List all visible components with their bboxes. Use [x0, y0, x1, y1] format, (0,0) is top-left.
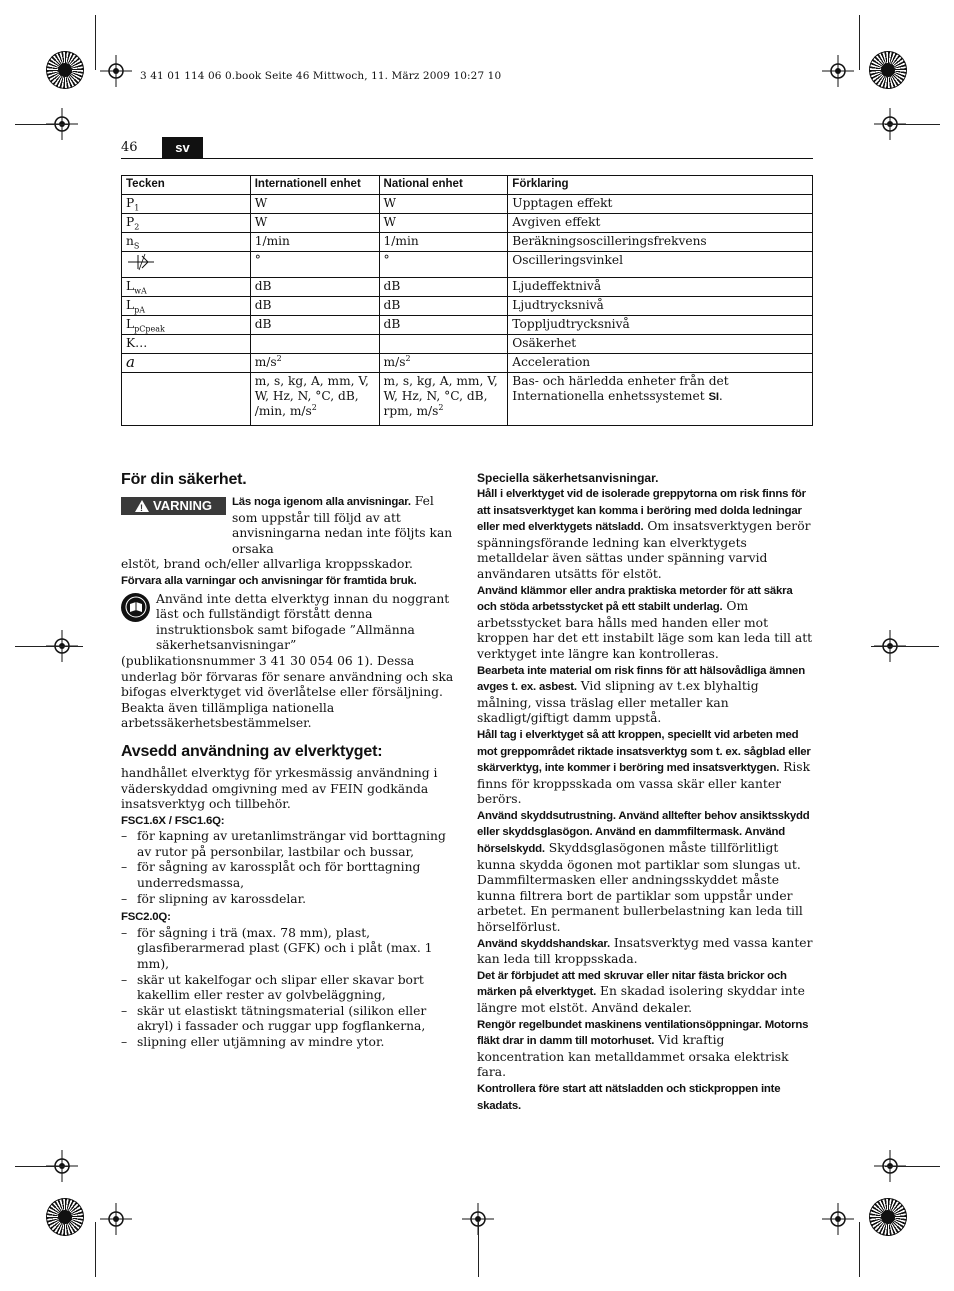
safety-instruction: Håll i elverktyget vid de isolerade greppytorna om risk finns för att insatsverktyget kan komma i beröring med dolda ledningar eller med elverktygets nätsladd. Om insatsverktygen berör spänningsförande ledning kan elverktygets metalldelar även sättas under spänning varvid användaren utsätts för elstöt. [477, 488, 811, 581]
intl-unit-cell: dB [250, 316, 379, 335]
national-regulations-text: Beakta även tillämpliga nationella arbetssäkerhetsbestämmelser. [121, 700, 335, 731]
crosshair-icon [822, 55, 854, 87]
right-column [477, 470, 813, 1114]
symbol-cell: $L_{pA}$ [122, 297, 251, 316]
symbol-cell: K… [122, 335, 251, 354]
safety-instruction: Rengör regelbundet maskinens ventilationsöppningar. Motorns fläkt drar in damm till motorhuset. Vid kraftig koncentration kan metalldammet orsaka elektrisk fara. [477, 1018, 809, 1080]
table-row [122, 316, 813, 335]
national-unit-cell: dB [379, 297, 508, 316]
usage-list-2 [121, 926, 456, 1051]
national-unit-cell: W [379, 214, 508, 233]
intl-unit-cell: ° [250, 252, 379, 278]
header-rule [121, 158, 813, 159]
usage-list-1 [121, 829, 456, 907]
keep-instructions: Förvara alla varningar och anvisningar för framtida bruk. [121, 574, 417, 587]
list-item: – slipning eller utjämning av mindre ytor. [121, 1035, 385, 1049]
explanation-cell: Ljudtrycksnivå [508, 297, 813, 316]
crosshair-icon [100, 1203, 132, 1235]
list-item: – skär ut elastiskt tätningsmaterial (silikon eller akryl) i fassader och ruggar upp fogflankerna, [121, 1003, 427, 1034]
crosshair-icon [822, 1203, 854, 1235]
safety-instruction: Använd skyddshandskar. Insatsverktyg med vassa kanter kan leda till kroppsskada. [477, 935, 813, 967]
symbol-cell: $L_{wA}$ [122, 278, 251, 297]
column-header: Internationell enhet [250, 176, 379, 195]
safety-heading: För din säkerhet. [121, 471, 247, 488]
national-unit-cell: 1/min [379, 233, 508, 252]
national-unit-cell [379, 335, 508, 354]
table-row [122, 195, 813, 214]
national-unit-cell: dB [379, 316, 508, 335]
intl-unit-cell [250, 335, 379, 354]
safety-instruction: Bearbeta inte material om risk finns för att hälsovådliga ämnen avges t. ex. asbest. Vid slipning av t.ex blyhaltig målning, vissa träslag eller metaller kan skadligt/giftigt damm uppstå. [477, 664, 805, 726]
model-label: FSC2.0Q: [121, 911, 171, 924]
explanation-cell: Osäkerhet [508, 335, 813, 354]
intl-unit-cell: dB [250, 297, 379, 316]
explanation-cell: Beräkningsoscilleringsfrekvens [508, 233, 813, 252]
explanation-cell: Oscilleringsvinkel [508, 252, 813, 278]
table-row [122, 297, 813, 316]
warning-text-continued: elstöt, brand och/eller allvarliga kroppsskador. [121, 557, 413, 572]
intended-use-intro: handhållet elverktyg för yrkesmässig användning i väderskyddad omgivning med av FEIN godkända insatsverktyg och tillbehör. [121, 765, 438, 812]
special-safety-heading: Speciella säkerhetsanvisningar. [477, 471, 659, 485]
intl-unit-cell: $m/s^2$ [250, 354, 379, 373]
intl-unit-cell: 1/min [250, 233, 379, 252]
list-item: – för sågning av karossplåt och för borttagning underredsmassa, [121, 860, 421, 891]
safety-instruction: Kontrollera före start att nätsladden och stickproppen inte skadats. [477, 1082, 781, 1112]
warning-block [121, 494, 456, 557]
intl-unit-cell: W [250, 195, 379, 214]
table-row [122, 373, 813, 426]
safety-instruction: Det är förbjudet att med skruvar eller nitar fästa brickor och märken på elverktyget. En skadad isolering skyddar inte längre mot elstöt. Använd dekaler. [477, 969, 805, 1015]
symbol-cell: $n_S$ [122, 233, 251, 252]
list-item: – för kapning av uretanlimsträngar vid borttagning av rutor på personbilar, lastbilar och bussar, [121, 829, 446, 859]
special-safety-list [477, 486, 813, 1114]
explanation-cell: Toppljudtrycksnivå [508, 316, 813, 335]
list-item: – för sågning i trä (max. 78 mm), plast, glasfiberarmerad plast (GFK) och i plåt (max. 1 mm), [121, 925, 433, 972]
safety-instruction: Använd skyddsutrustning. Använd alltefter behov ansiktsskydd eller skyddsglasögon. Använd en dammfiltermask. Använd hörselskydd. Skyddsglasögonen måste tillförlitligt kunna skydda ögonen mot partiklar som slungas ut. Dammfiltermasken eller andningsskyddet måste kunna filtrera bort de partiklar som uppstår under arbetet. En permanent bullerbelastning kan leda till hörselförlust. [477, 809, 810, 935]
national-unit-cell: dB [379, 278, 508, 297]
warning-text-top: Läs noga igenom alla anvisningar. Fel som uppstår till följd av att anvisningarna nedan inte följts kan orsaka [232, 494, 453, 556]
registration-rosette-icon [869, 51, 907, 89]
column-header: Tecken [122, 176, 251, 195]
explanation-cell: Acceleration [508, 354, 813, 373]
page-number: 46 [121, 140, 138, 155]
left-column [121, 470, 456, 1051]
registration-rosette-icon [46, 51, 84, 89]
table-row [122, 335, 813, 354]
symbol-cell: a [122, 354, 251, 373]
oscillation-angle-icon [126, 253, 156, 271]
symbol-cell [122, 252, 251, 278]
warning-badge: ! VARNING [121, 497, 226, 515]
symbol-cell [122, 373, 251, 426]
read-manual-text-top: Använd inte detta elverktyg innan du noggrant läst och fullständigt förstått denna instruktionsbok samt bifogade ”Allmänna säkerhetsanvisningar” [156, 591, 450, 653]
list-item: – för slipning av karossdelar. [121, 891, 307, 906]
national-unit-cell: $m/s^2$ [379, 354, 508, 373]
intl-unit-cell: m, s, kg, A, mm, V, W, Hz, N, °C, dB, /min, $m/s^2$ [250, 373, 379, 426]
column-header: Förklaring [508, 176, 813, 195]
table-header-row [122, 176, 813, 195]
explanation-cell: Ljudeffektnivå [508, 278, 813, 297]
intl-unit-cell: dB [250, 278, 379, 297]
column-header: National enhet [379, 176, 508, 195]
read-manual-icon [121, 593, 150, 622]
crosshair-icon [100, 55, 132, 87]
table-row [122, 214, 813, 233]
explanation-cell: Avgiven effekt [508, 214, 813, 233]
read-manual-text-continued: (publikationsnummer 3 41 30 054 06 1). Dessa underlag bör förvaras för senare användning och ska bifogas elverktyget vid överlåtelse eller försäljning. [121, 653, 454, 700]
warning-triangle-icon: ! [135, 500, 149, 512]
safety-instruction: Använd klämmor eller andra praktiska metorder för att säkra och stöda arbetsstycket på ett stabilt underlag. Om arbetsstycket bara hålls med handen eller mot kroppen har det ett instabilt läge som kan leda till att verktyget inte längre kan kontrolleras. [477, 584, 813, 661]
symbol-cell: $P_2$ [122, 214, 251, 233]
explanation-cell: Bas- och härledda enheter från det Internationella enhetssystemet SI. [508, 373, 813, 426]
symbol-cell: $P_1$ [122, 195, 251, 214]
read-manual-block [121, 592, 456, 654]
units-table [121, 175, 813, 426]
book-file-line: 3 41 01 114 06 0.book Seite 46 Mittwoch, 11. März 2009 10:27 10 [140, 70, 502, 82]
symbol-cell: $L_{pCpeak}$ [122, 316, 251, 335]
intl-unit-cell: W [250, 214, 379, 233]
national-unit-cell: m, s, kg, A, mm, V, W, Hz, N, °C, dB, rpm, $m/s^2$ [379, 373, 508, 426]
language-badge: sv [162, 137, 203, 158]
list-item: – skär ut kakelfogar och slipar eller skavar bort kakellim eller rester av golvbeläggning, [121, 972, 424, 1003]
table-row [122, 354, 813, 373]
table-row [122, 252, 813, 278]
safety-instruction: Håll tag i elverktyget så att kroppen, speciellt vid arbeten med mot greppområdet riktade insatsverktyg som t. ex. sågblad eller skärverktyg, inte kommer i beröring med insatsverktygen. Risk finns för kroppsskada om vassa skär eller kanter berörs. [477, 728, 811, 807]
intended-use-heading: Avsedd användning av elverktyget: [121, 742, 383, 760]
table-row [122, 278, 813, 297]
national-unit-cell: W [379, 195, 508, 214]
table-row [122, 233, 813, 252]
national-unit-cell: ° [379, 252, 508, 278]
model-label: FSC1.6X / FSC1.6Q: [121, 814, 225, 827]
registration-rosette-icon [46, 1198, 84, 1236]
registration-rosette-icon [869, 1198, 907, 1236]
explanation-cell: Upptagen effekt [508, 195, 813, 214]
